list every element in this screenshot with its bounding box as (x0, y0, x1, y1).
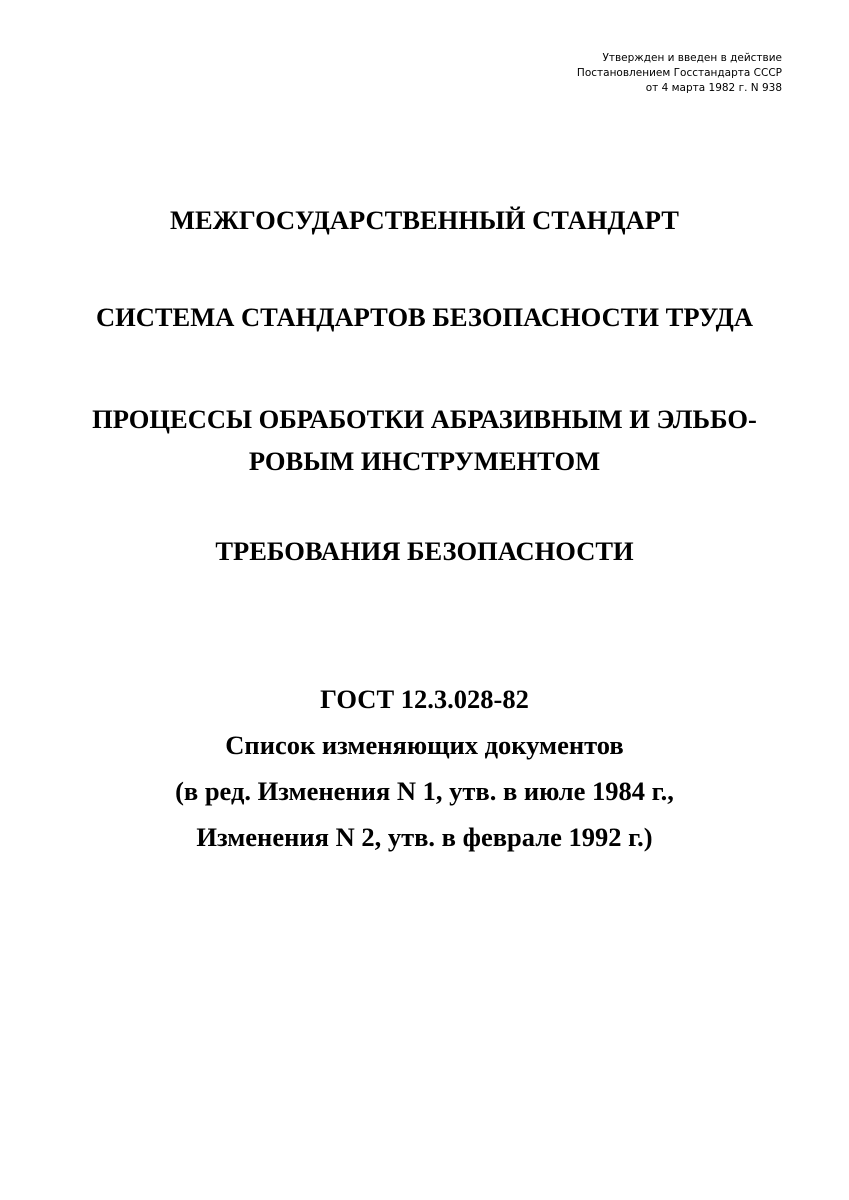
approval-line-3: от 4 марта 1982 г. N 938 (645, 82, 782, 94)
process-heading-line-2: РОВЫМ ИНСТРУМЕНТОМ (248, 446, 601, 476)
changes-line-1: (в ред. Изменения N 1, утв. в июле 1984 г., (175, 776, 674, 806)
gost-block (0, 676, 849, 860)
approval-line-2: Постановлением Госстандарта СССР (576, 67, 782, 79)
system-heading: СИСТЕМА СТАНДАРТОВ БЕЗОПАСНОСТИ ТРУДА (95, 302, 753, 332)
changes-title: Список изменяющих документов (225, 730, 624, 760)
changes-line-2: Изменения N 2, утв. в феврале 1992 г.) (196, 822, 653, 852)
approval-line-1: Утвержден и введен в действие (602, 52, 782, 64)
approval-note (577, 51, 782, 96)
gost-number: ГОСТ 12.3.028-82 (320, 684, 529, 714)
interstate-standard-heading: МЕЖГОСУДАРСТВЕННЫЙ СТАНДАРТ (170, 205, 679, 235)
requirements-heading: ТРЕБОВАНИЯ БЕЗОПАСНОСТИ (215, 536, 634, 566)
process-heading (0, 398, 849, 482)
process-heading-line-1: ПРОЦЕССЫ ОБРАБОТКИ АБРАЗИВНЫМ И ЭЛЬБО- (92, 404, 757, 434)
